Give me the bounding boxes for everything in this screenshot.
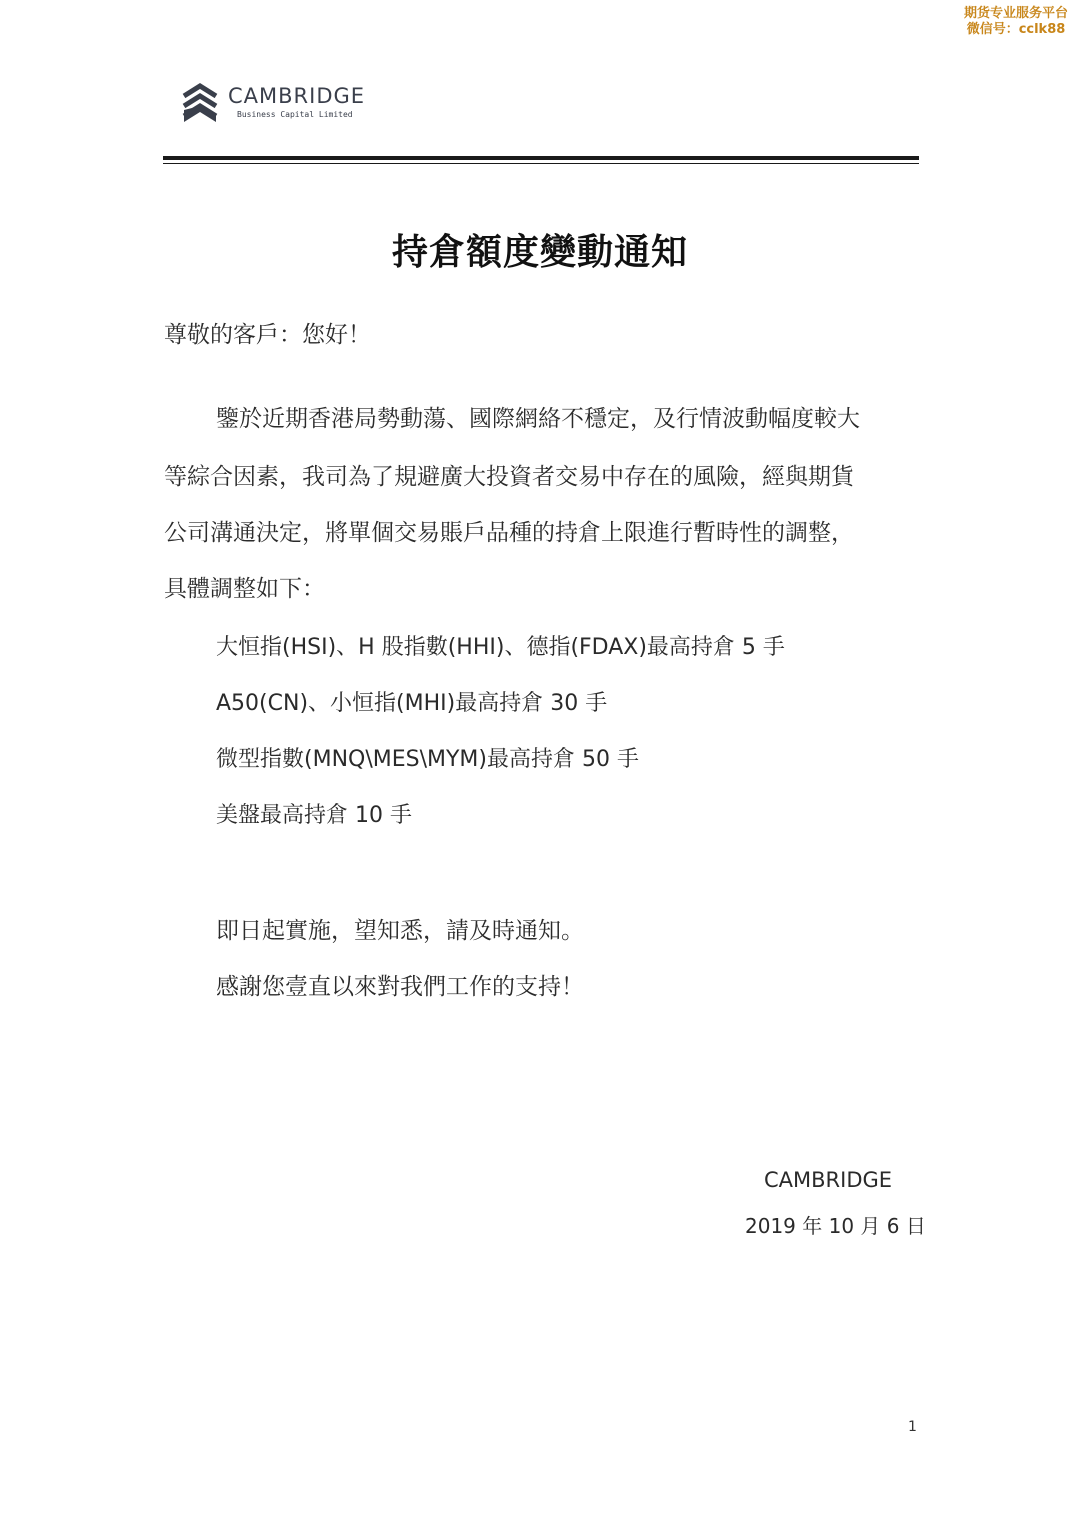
company-logo: [180, 80, 380, 128]
page-number: 1: [908, 1419, 917, 1435]
header-rule-thick: [163, 156, 919, 160]
watermark: [964, 6, 1068, 38]
limit-item: 微型指數(MNQ\MES\MYM)最高持倉 50 手: [216, 747, 639, 772]
header-rule-thin: [163, 163, 919, 164]
body-line-1: 鑒於近期香港局勢動蕩、國際網絡不穩定，及行情波動幅度較大: [216, 406, 860, 432]
body-line-2: 等綜合因素，我司為了規避廣大投資者交易中存在的風險，經與期貨: [164, 464, 854, 490]
logo-brand-name: CAMBRIDGE: [228, 84, 366, 108]
closing-line-1: 即日起實施，望知悉，請及時通知。: [216, 918, 584, 944]
body-line-3: 公司溝通決定，將單個交易賬戶品種的持倉上限進行暫時性的調整，: [164, 520, 854, 546]
signature-name: CAMBRIDGE: [764, 1168, 893, 1192]
notice-title: 持倉額度變動通知: [391, 232, 688, 273]
signature-date: 2019 年 10 月 6 日: [745, 1214, 926, 1238]
limit-item: 大恒指(HSI)、H 股指數(HHI)、德指(FDAX)最高持倉 5 手: [216, 635, 785, 660]
watermark-line-2: 微信号：cclk88: [966, 22, 1066, 37]
greeting: 尊敬的客戶：您好！: [164, 322, 371, 348]
closing-line-2: 感謝您壹直以來對我們工作的支持！: [216, 974, 584, 1000]
cambridge-logo-icon: [180, 82, 220, 124]
watermark-line-1: 期货专业服务平台: [963, 6, 1068, 21]
body-line-4: 具體調整如下：: [164, 576, 325, 602]
limit-item: A50(CN)、小恒指(MHI)最高持倉 30 手: [216, 691, 608, 716]
limit-item: 美盤最高持倉 10 手: [216, 803, 412, 828]
logo-subtitle: Business Capital Limited: [237, 110, 353, 119]
